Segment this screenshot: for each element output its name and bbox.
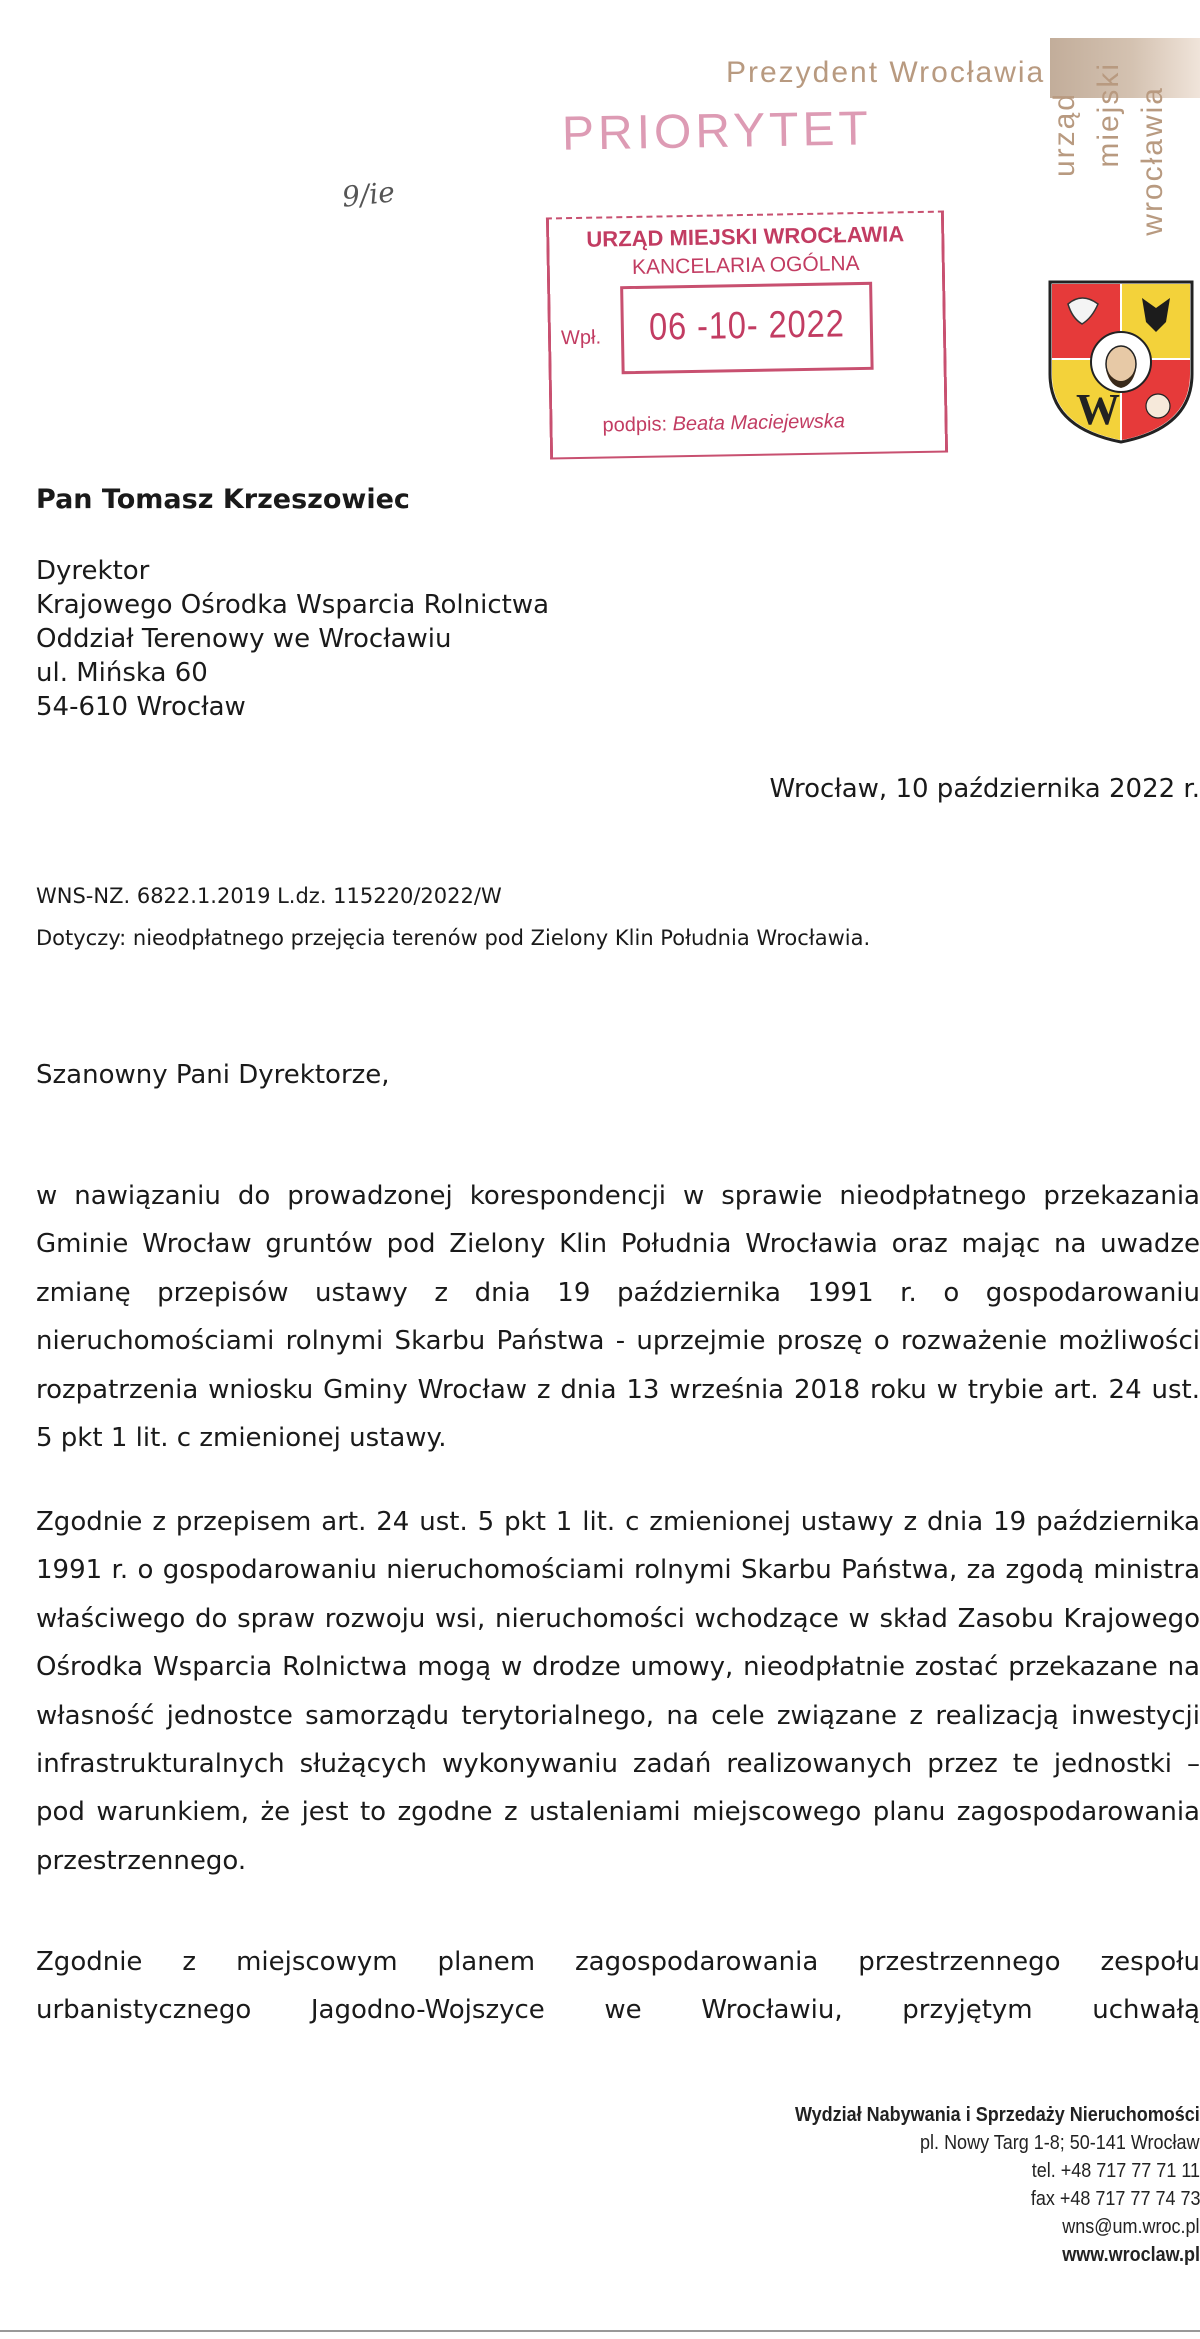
recipient-address-line: Krajowego Ośrodka Wsparcia Rolnictwa xyxy=(36,590,550,620)
stamp-received-date: 06 -10- 2022 xyxy=(648,303,846,349)
recipient-address-line: ul. Mińska 60 xyxy=(36,658,208,688)
bottom-divider xyxy=(0,2330,1200,2332)
stamp-organization: URZĄD MIEJSKI WROCŁAWIA xyxy=(586,221,905,252)
logo-line-1: urząd xyxy=(1048,92,1081,178)
stamp-date-box xyxy=(620,282,873,374)
handwritten-note: 9/ie xyxy=(340,175,397,214)
body-paragraph: Zgodnie z przepisem art. 24 ust. 5 pkt 1 lit. c zmienionej ustawy z dnia 19 października 1991 r. o gospodarowaniu nieruchomościami rolnymi Skarbu Państwa, za zgodą ministra właściwego do spraw rozwoju wsi, nieruchomości wchodzące w skład Zasobu Krajowego Ośrodka Wsparcia Rolnictwa mogą w drodze umowy, nieodpłatnie zostać przekazane na własność jednostce samorządu terytorialnego, na cele związane z realizacją inwestycji infrastrukturalnych służących wykonywaniu zadań realizowanych przez te jednostki – pod warunkiem, że jest to zgodne z ustaleniami miejscowego planu zagospodarowania przestrzennego. xyxy=(36,1507,1200,1876)
coat-of-arms-icon xyxy=(1046,278,1196,446)
footer-website: www.wroclaw.pl xyxy=(1062,2244,1200,2266)
letter-subject: Dotyczy: nieodpłatnego przejęcia terenów pod Zielony Klin Południa Wrocławia. xyxy=(36,926,871,950)
footer-address: pl. Nowy Targ 1-8; 50-141 Wrocław xyxy=(920,2132,1200,2154)
svg-text:W: W xyxy=(1076,385,1120,434)
logo-line-3: wrocławia xyxy=(1136,86,1169,236)
stamp-signature-label: podpis: xyxy=(602,413,668,437)
letter-date: Wrocław, 10 października 2022 r. xyxy=(769,774,1200,804)
recipient-name: Pan Tomasz Krzeszowiec xyxy=(36,484,410,515)
recipient-address-line: 54-610 Wrocław xyxy=(36,692,246,722)
stamp-received-label: Wpł. xyxy=(560,326,602,350)
reference-number: WNS-NZ. 6822.1.2019 L.dz. 115220/2022/W xyxy=(36,884,502,908)
footer-email: wns@um.wroc.pl xyxy=(1062,2216,1200,2238)
recipient-address-line: Dyrektor xyxy=(36,556,150,586)
footer-department: Wydział Nabywania i Sprzedaży Nieruchomości xyxy=(795,2104,1200,2126)
greeting: Szanowny Pani Dyrektorze, xyxy=(36,1060,390,1090)
priority-stamp: PRIORYTET xyxy=(561,102,873,161)
office-receipt-stamp xyxy=(546,211,948,460)
footer-fax: fax +48 717 77 74 73 xyxy=(1030,2188,1200,2210)
stamp-department: KANCELARIA OGÓLNA xyxy=(631,252,860,279)
stamp-signature xyxy=(602,410,845,437)
stamp-signature-name: Beata Maciejewska xyxy=(672,410,846,436)
recipient-address-line: Oddział Terenowy we Wrocławiu xyxy=(36,624,452,654)
footer-phone: tel. +48 717 77 71 11 xyxy=(1031,2160,1200,2182)
president-heading: Prezydent Wrocławia xyxy=(726,56,1046,89)
logo-line-2: miejski xyxy=(1092,62,1125,168)
body-paragraph: Zgodnie z miejscowym planem zagospodarowania przestrzennego zespołu urbanistycznego Jagodno-Wojszyce we Wrocławiu, przyjętym uchwałą xyxy=(36,1947,1200,2026)
body-paragraph: w nawiązaniu do prowadzonej korespondencji w sprawie nieodpłatnego przekazania Gminie Wrocław gruntów pod Zielony Klin Południa Wrocławia oraz mając na uwadze zmianę przepisów ustawy z dnia 19 października 1991 r. o gospodarowaniu nieruchomościami rolnymi Skarbu Państwa - uprzejmie proszę o rozważenie możliwości rozpatrzenia wniosku Gminy Wrocław z dnia 13 września 2018 roku w trybie art. 24 ust. 5 pkt 1 lit. c zmienionej ustawy. xyxy=(36,1181,1200,1454)
